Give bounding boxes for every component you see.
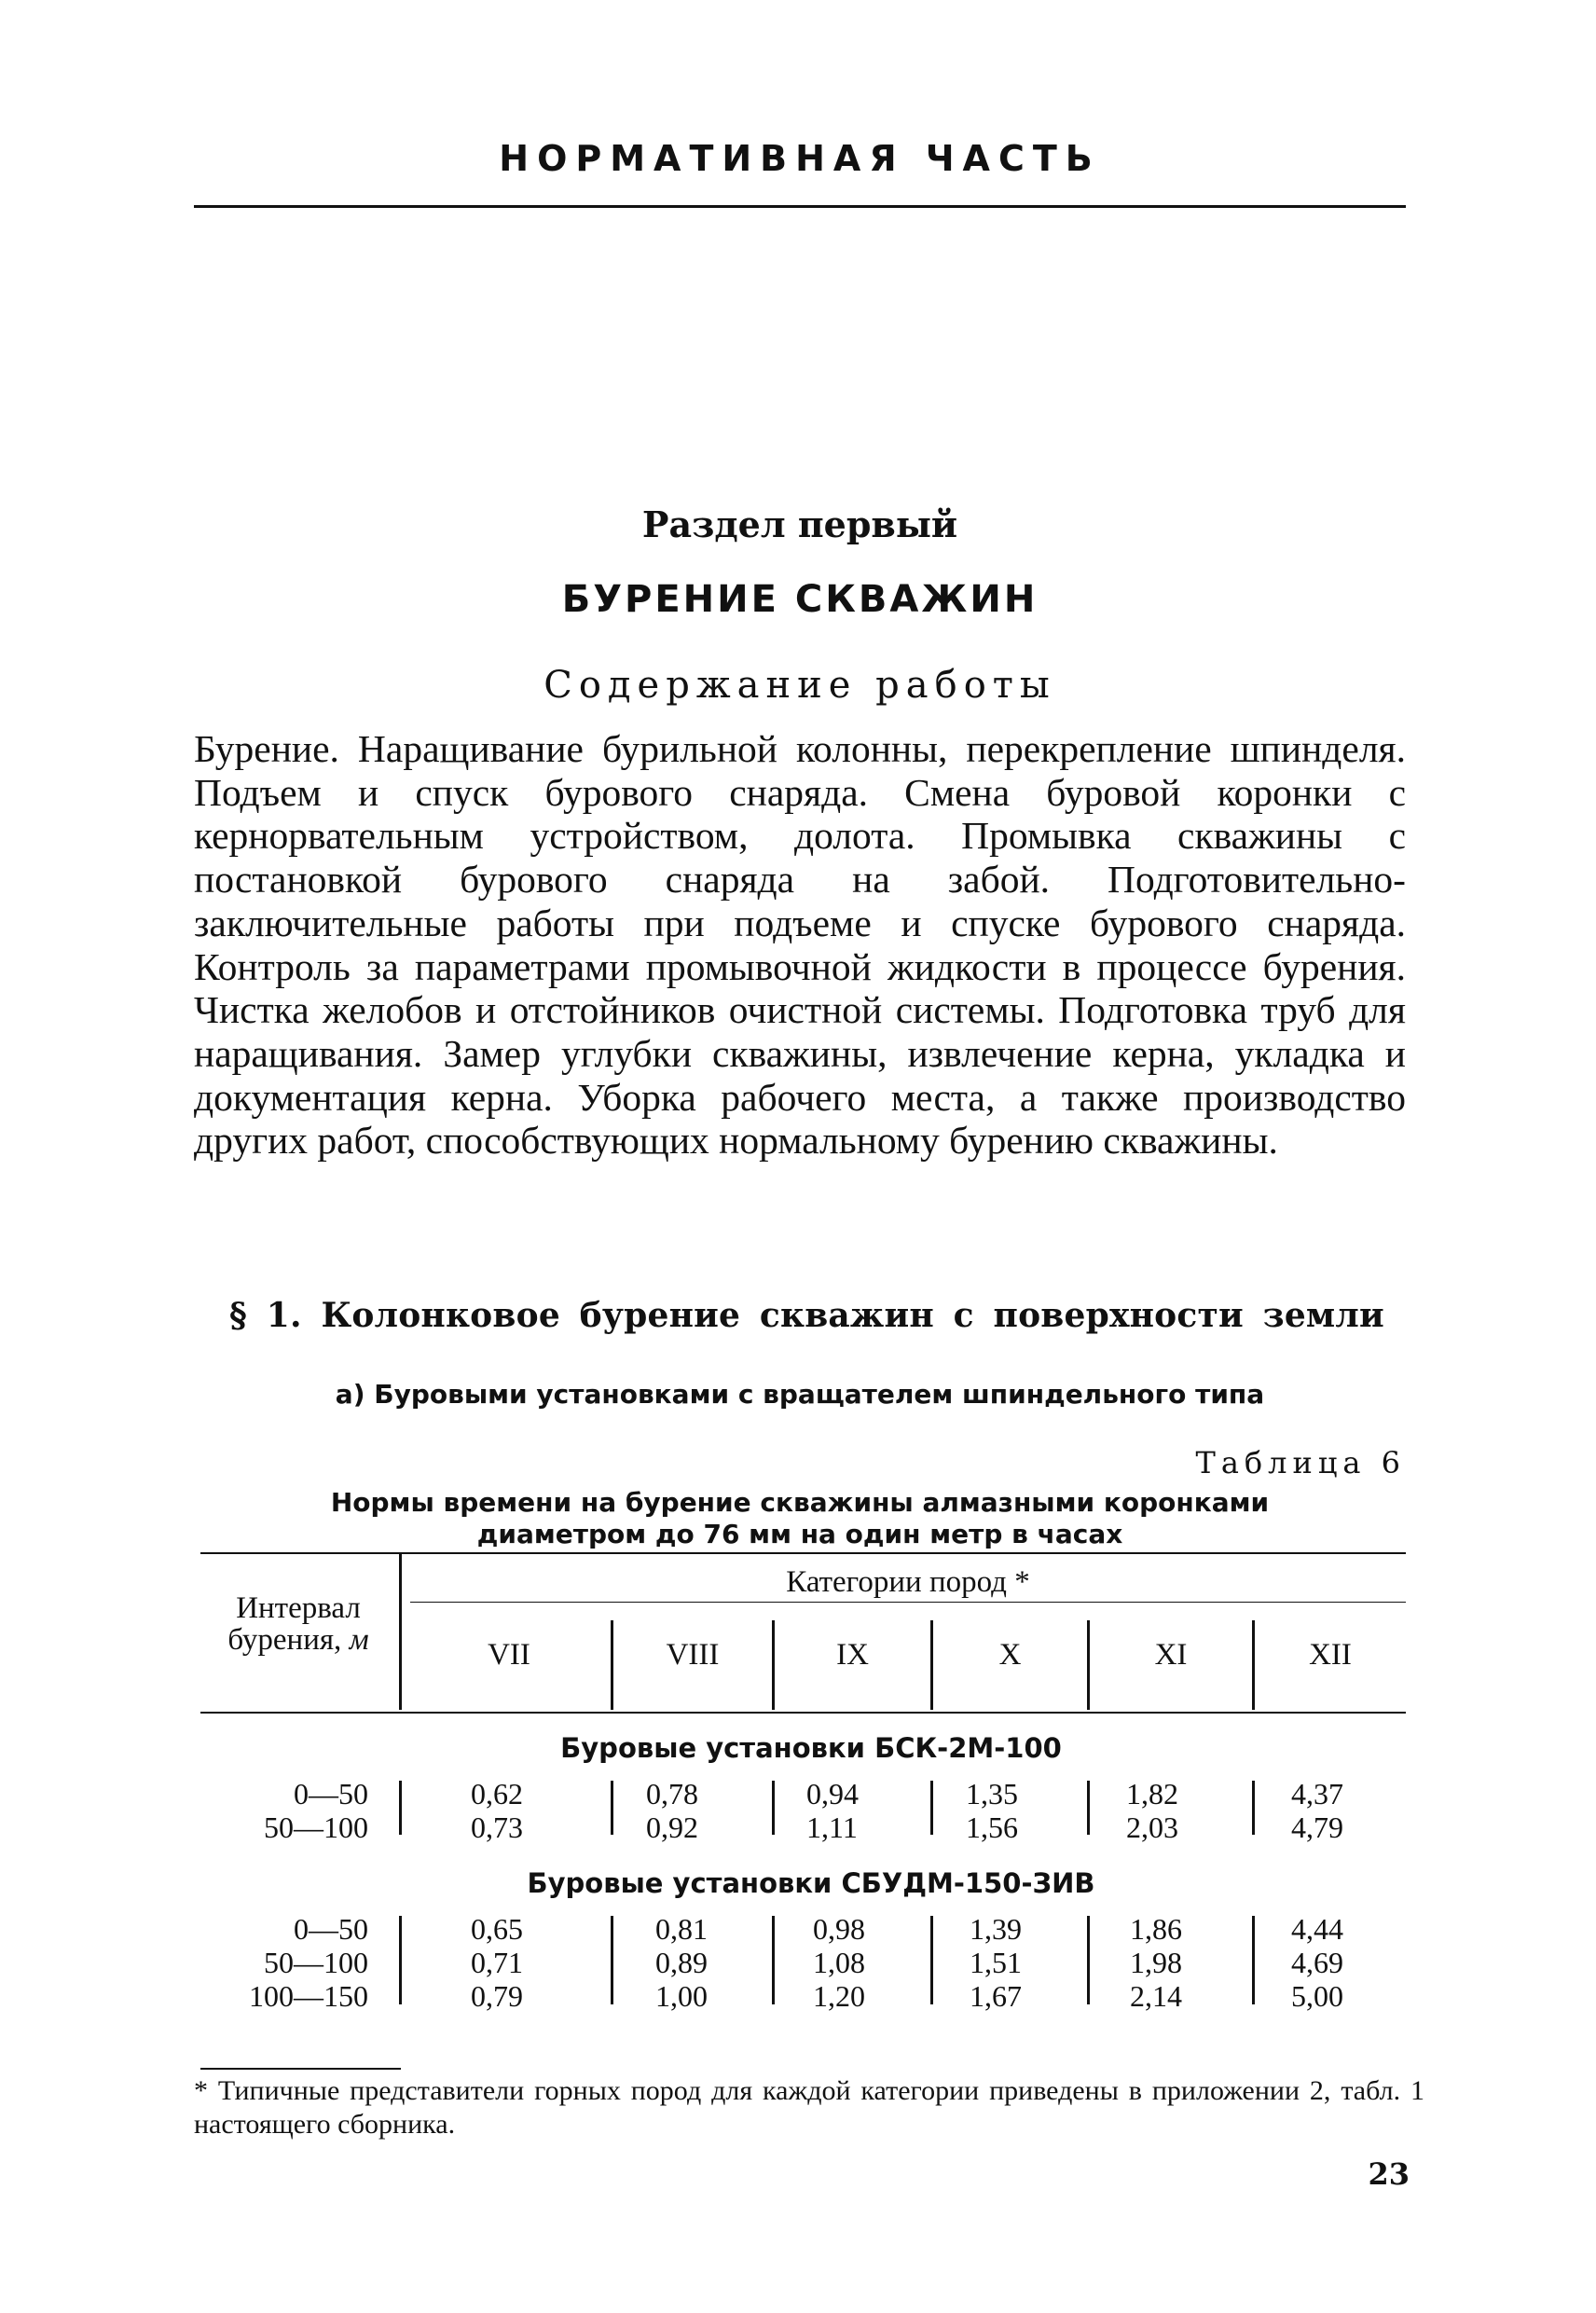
running-head: НОРМАТИВНАЯ ЧАСТЬ xyxy=(499,138,1101,179)
value-column-ix xyxy=(813,1912,925,2013)
body-divider xyxy=(772,1916,775,2004)
category-label: XII xyxy=(1309,1638,1352,1672)
body-divider xyxy=(1087,1781,1090,1835)
category-label: XI xyxy=(1154,1638,1188,1672)
row-header-unit: м xyxy=(349,1623,369,1657)
table-cell: 1,86 xyxy=(1130,1912,1182,1946)
table-cell: 0,65 xyxy=(471,1912,523,1946)
value-column-viii xyxy=(646,1777,758,1844)
table-header-bottom-rule xyxy=(200,1712,1406,1714)
table-group-title: Буровые установки СБУДМ-150-ЗИВ xyxy=(527,1867,1095,1899)
body-divider xyxy=(1252,1916,1255,2004)
value-column-vii xyxy=(471,1912,583,2013)
table-cell: 0,89 xyxy=(655,1946,708,1979)
value-column-xi xyxy=(1126,1777,1238,1844)
table-cell: 1,51 xyxy=(970,1946,1022,1979)
table-cell: 50—100 xyxy=(264,1810,368,1844)
table-label: Таблица 6 xyxy=(1195,1445,1406,1480)
body-divider xyxy=(930,1916,933,2004)
table-cell: 0—50 xyxy=(294,1912,368,1946)
value-column-xii xyxy=(1291,1912,1403,2013)
table-cell: 1,82 xyxy=(1126,1777,1178,1810)
table-cell: 1,08 xyxy=(813,1946,865,1979)
footnote: * Типичные представители горных пород для каждой категории приведены в приложении 2, табл. 1 настоящего сборника. xyxy=(194,2075,1424,2140)
body-divider xyxy=(611,1781,613,1835)
value-column-vii xyxy=(471,1777,583,1844)
table-cell: 0—50 xyxy=(294,1777,368,1810)
table-cell: 100—150 xyxy=(249,1979,368,2013)
table-cell: 1,56 xyxy=(966,1810,1018,1844)
value-column-x xyxy=(966,1777,1078,1844)
category-label: X xyxy=(998,1638,1022,1672)
interval-cell-group-1 xyxy=(200,1777,368,1844)
table-caption-line-2: диаметром до 76 мм на один метр в часах xyxy=(476,1519,1123,1549)
table-cell: 4,37 xyxy=(1291,1777,1343,1810)
section-title: БУРЕНИЕ СКВАЖИН xyxy=(561,578,1039,621)
row-header xyxy=(200,1592,396,1656)
table-cell: 1,35 xyxy=(966,1777,1018,1810)
table-cell: 0,94 xyxy=(806,1777,859,1810)
table-header-sub-rule xyxy=(410,1602,1406,1603)
table-cell: 1,67 xyxy=(970,1979,1022,2013)
table-cell: 5,00 xyxy=(1291,1979,1343,2013)
content-heading: Содержание работы xyxy=(543,664,1056,707)
paragraph-heading: § 1. Колонковое бурение скважин с поверхности земли xyxy=(229,1296,1384,1335)
table-cell: 1,20 xyxy=(813,1979,865,2013)
table-cell: 0,92 xyxy=(646,1810,698,1844)
content-paragraph: Бурение. Наращивание бурильной колонны, перекрепление шпинделя. Подъем и спуск бурового снаряда. Смена буровой коронки с кернорвательным устройством, долота. Промывка скважины с постановкой бурового снаряда на забой. Подготовительно-заключительные работы при подъеме и спуске бурового снаряда. Контроль за параметрами промывочной жидкости в процессе бурения. Чистка желобов и отстойников очистной системы. Подготовка труб для наращивания. Замер углубки скважины, извлечение керна, укладка и документация керна. Уборка рабочего места, а также производство других работ, способствующих нормальному бурению скважины. xyxy=(194,727,1406,1163)
table-cell: 0,71 xyxy=(471,1946,523,1979)
header-rule xyxy=(194,205,1406,208)
value-column-xii xyxy=(1291,1777,1403,1844)
body-divider xyxy=(399,1916,402,2004)
table-cell: 4,69 xyxy=(1291,1946,1343,1979)
category-label: VIII xyxy=(666,1638,720,1672)
table-cell: 0,98 xyxy=(813,1912,865,1946)
table-cell: 1,98 xyxy=(1130,1946,1182,1979)
table-cell: 1,00 xyxy=(655,1979,708,2013)
interval-cell-group-2 xyxy=(200,1912,368,2013)
table-caption-line-1: Нормы времени на бурение скважины алмазными коронками xyxy=(330,1487,1270,1518)
table-caption xyxy=(194,1487,1406,1550)
table-cell: 4,44 xyxy=(1291,1912,1343,1946)
table-cell: 2,03 xyxy=(1126,1810,1178,1844)
value-column-ix xyxy=(806,1777,918,1844)
table-cell: 0,81 xyxy=(655,1912,708,1946)
body-divider xyxy=(611,1916,613,2004)
table-cell: 1,39 xyxy=(970,1912,1022,1946)
body-divider xyxy=(1087,1916,1090,2004)
category-label: VII xyxy=(488,1638,530,1672)
table-cell: 0,73 xyxy=(471,1810,523,1844)
body-divider xyxy=(399,1781,402,1835)
value-column-viii xyxy=(655,1912,767,2013)
table-cell: 0,78 xyxy=(646,1777,698,1810)
row-header-line-1: Интервал xyxy=(236,1591,361,1625)
table-cell: 50—100 xyxy=(264,1946,368,1979)
table-cell: 4,79 xyxy=(1291,1810,1343,1844)
body-divider xyxy=(930,1781,933,1835)
table-cell: 0,79 xyxy=(471,1979,523,2013)
body-divider xyxy=(772,1781,775,1835)
page-number: 23 xyxy=(1368,2156,1410,2192)
table-cell: 2,14 xyxy=(1130,1979,1182,2013)
body-divider xyxy=(1252,1781,1255,1835)
categories-header: Категории пород * xyxy=(786,1565,1030,1599)
table-top-rule xyxy=(200,1552,1406,1554)
section-label: Раздел первый xyxy=(641,503,958,545)
header-divider xyxy=(399,1554,402,1710)
category-label: IX xyxy=(836,1638,869,1672)
row-header-line-2: бурения, м xyxy=(227,1623,369,1657)
footnote-rule xyxy=(200,2068,401,2070)
value-column-x xyxy=(970,1912,1081,2013)
value-column-xi xyxy=(1130,1912,1242,2013)
table-cell: 1,11 xyxy=(806,1810,858,1844)
table-cell: 0,62 xyxy=(471,1777,523,1810)
table-group-title: Буровые установки БСК-2М-100 xyxy=(560,1732,1062,1764)
paragraph-subheading: а) Буровыми установками с вращателем шпиндельного типа xyxy=(335,1379,1265,1410)
